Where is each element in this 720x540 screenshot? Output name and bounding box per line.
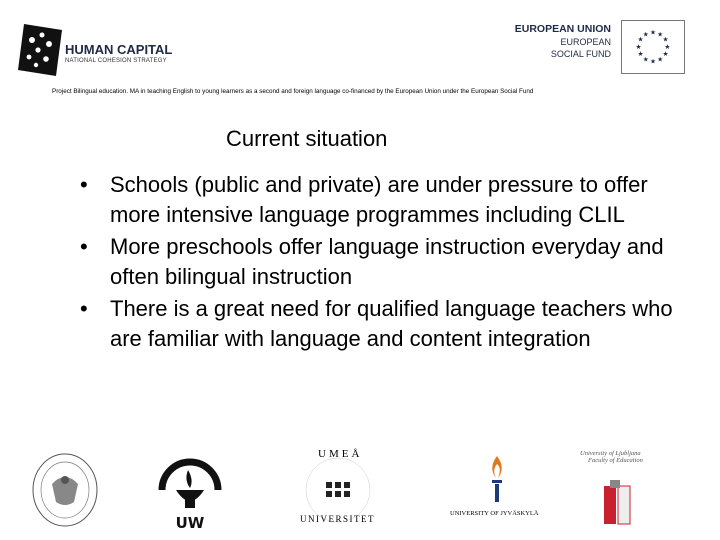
- svg-text:★: ★: [649, 57, 657, 66]
- svg-text:★: ★: [642, 30, 649, 39]
- svg-text:★: ★: [662, 35, 669, 44]
- bullet-text: More preschools offer language instruction everyday and often bilingual instruction: [110, 234, 664, 289]
- partner-logos: [0, 440, 720, 540]
- uw-pedagogical-logo: [150, 450, 230, 532]
- ljubljana-university-logo: [580, 450, 680, 530]
- slide-heading: Current situation: [226, 126, 388, 151]
- bullet-dot: •: [80, 234, 88, 259]
- jyvaskyla-label: UNIVERSITY OF JYVÄSKYLÄ: [450, 510, 539, 517]
- svg-text:★: ★: [637, 50, 644, 59]
- svg-text:★: ★: [664, 42, 671, 51]
- warsaw-university-seal-icon: [30, 450, 100, 530]
- svg-text:★: ★: [657, 55, 664, 64]
- umea-bottom-label: UNIVERSITET: [300, 514, 375, 524]
- human-capital-subtitle: NATIONAL COHESION STRATEGY: [65, 58, 167, 64]
- bullet-list: [80, 170, 680, 356]
- svg-text:★: ★: [642, 55, 649, 64]
- svg-text:★: ★: [662, 50, 669, 59]
- eu-line-1: EUROPEAN UNION: [514, 23, 611, 35]
- human-capital-logo: [18, 18, 188, 78]
- eu-line-2: EUROPEAN: [560, 37, 611, 47]
- eu-line-3: SOCIAL FUND: [550, 49, 611, 59]
- eu-social-fund-logo: [500, 20, 685, 75]
- uw-short-label: UW: [175, 514, 205, 532]
- torch-icon: [484, 454, 510, 504]
- human-capital-title: HUMAN CAPITAL: [65, 42, 173, 57]
- svg-text:★: ★: [649, 28, 657, 37]
- bullet-text: Schools (public and private) are under pressure to offer more intensive language programmes including CLIL: [110, 172, 648, 227]
- bullet-item: [80, 232, 680, 292]
- bullet-item: [80, 170, 680, 230]
- umea-university-logo: [290, 446, 386, 534]
- ljubljana-emblem-icon: [600, 480, 636, 526]
- project-description: Project Bilingual education. MA in teaching English to young learners as a second and foreign language co-financed by the European Union under the European Social Fund: [52, 88, 534, 95]
- bullet-text: There is a great need for qualified language teachers who are familiar with language and content integration: [110, 296, 673, 351]
- human-capital-emblem-icon: [18, 24, 62, 76]
- eu-flag-icon: [621, 20, 685, 74]
- bullet-dot: •: [80, 296, 88, 321]
- bullet-dot: •: [80, 172, 88, 197]
- ljubljana-line-1: University of Ljubljana: [580, 450, 641, 457]
- bullet-item: [80, 294, 680, 354]
- jyvaskyla-university-logo: [450, 454, 545, 526]
- umea-top-label: UMEÅ: [318, 448, 363, 460]
- svg-text:★: ★: [637, 35, 644, 44]
- ljubljana-line-2: Faculty of Education: [588, 457, 643, 464]
- svg-text:★: ★: [657, 30, 664, 39]
- svg-text:★: ★: [635, 42, 642, 51]
